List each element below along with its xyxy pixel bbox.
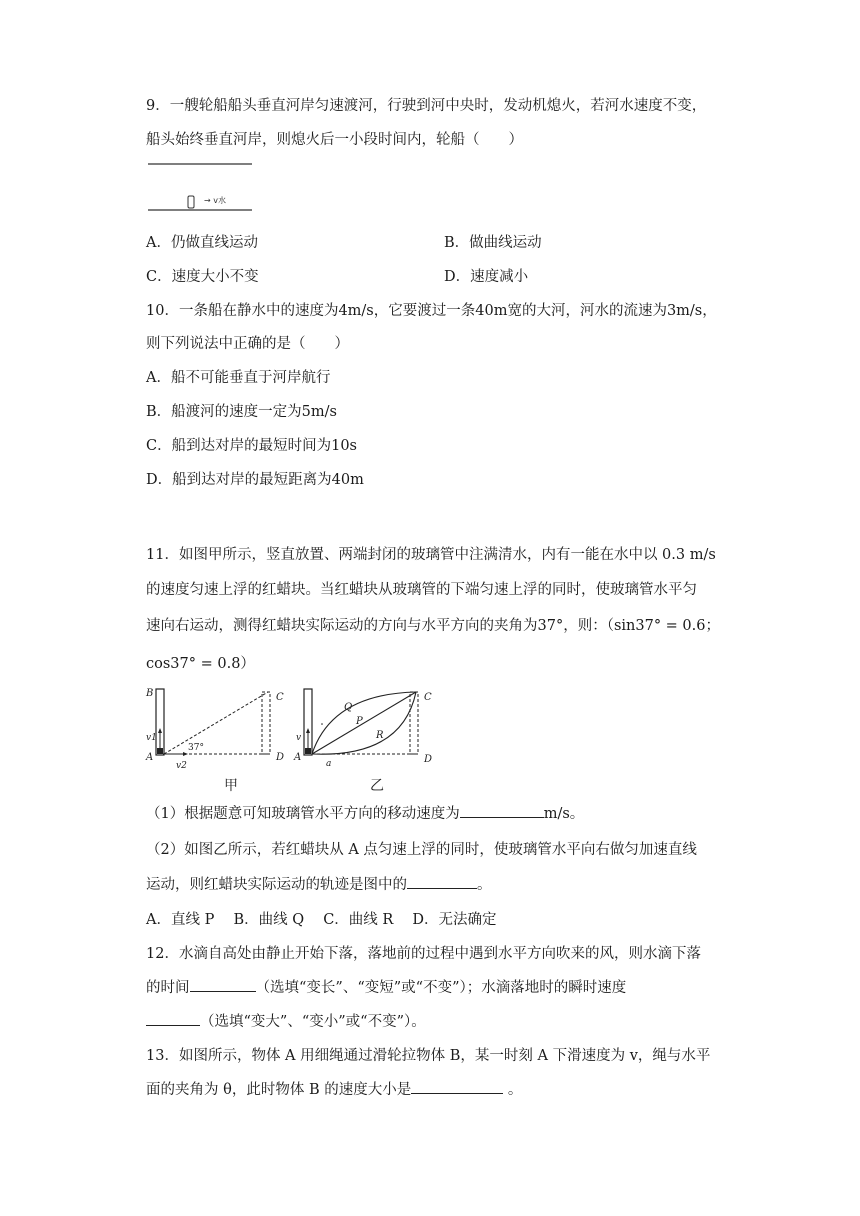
q9-river-figure [140, 160, 270, 216]
q10-option-c: C．船到达对岸的最短时间为10s [146, 438, 357, 454]
fig-yi-label-a-lower: a [326, 759, 332, 769]
fig-yi-label-q: Q [344, 702, 353, 713]
q11-sub1 [146, 802, 584, 823]
fig-yi-label-r: R [376, 730, 384, 741]
q11-line1: 11．如图甲所示，竖直放置、两端封闭的玻璃管中注满清水，内有一能在水中以 0.3 m/s [146, 547, 716, 563]
q11-line3: 速向右运动，测得红蜡块实际运动的方向与水平方向的夹角为37°，则：（sin37° = 0.6； [146, 618, 720, 634]
q11-figure-jia [142, 684, 292, 794]
q12-blank-speed[interactable] [146, 1011, 200, 1026]
q11-sub2-blank[interactable] [407, 874, 477, 889]
q11-sub2-line2: 运动，则红蜡块实际运动的轨迹是图中的 。 [146, 873, 492, 894]
fig-yi-label-v: v [296, 733, 302, 743]
q11-options: A．直线 P B．曲线 Q C．曲线 R D．无法确定 [146, 912, 497, 928]
q9-option-d: D．速度减小 [444, 269, 529, 285]
fig-jia-label-a: A [146, 752, 154, 763]
q12-blank-time[interactable] [190, 977, 256, 992]
fig-jia-angle: 37° [188, 743, 204, 753]
q11-sub2-text: 运动，则红蜡块实际运动的轨迹是图中的 [146, 877, 407, 893]
wax-block [157, 748, 163, 754]
q10-option-d: D．船到达对岸的最短距离为40m [146, 472, 364, 488]
q9-line1: 9．一艘轮船船头垂直河岸匀速渡河，行驶到河中央时，发动机熄火，若河水速度不变， [146, 98, 707, 114]
fig-yi-label-c: C [424, 692, 432, 703]
q10-option-b: B．船渡河的速度一定为5m/s [146, 404, 337, 420]
q11-sub1-blank[interactable] [460, 803, 544, 818]
wax-block [305, 748, 311, 754]
q9-option-c: C．速度大小不变 [146, 269, 259, 285]
fig-jia-label-v2: v2 [176, 761, 187, 771]
fig-yi-label-p: P [356, 716, 363, 727]
q11-sub1-text: （1）根据题意可知玻璃管水平方向的移动速度为 [146, 806, 460, 822]
q10-line1: 10．一条船在静水中的速度为4m/s，它要渡过一条40m宽的大河，河水的流速为3m/s， [146, 303, 717, 319]
q11-line2: 的速度匀速上浮的红蜡块。当红蜡块从玻璃管的下端匀速上浮的同时，使玻璃管水平匀 [146, 582, 697, 598]
fig-jia-label-b: B [146, 688, 154, 699]
q9-option-b: B．做曲线运动 [444, 235, 542, 251]
q11-line4: cos37° = 0.8） [146, 656, 255, 672]
q12-line3: （选填“变大”、“变小”或“不变”）。 [146, 1010, 426, 1031]
fig-yi-label-d: D [424, 754, 433, 765]
q12-line2: 的时间 （选填“变长”、“变短”或“不变”）；水滴落地时的瞬时速度 [146, 976, 626, 997]
q11-figure-yi [292, 684, 442, 794]
fig-yi-label-a: A [294, 752, 302, 763]
fig-jia-label-c: C [276, 692, 284, 703]
fig-jia-label-d: D [276, 752, 285, 763]
q13-line2: 面的夹角为 θ，此时物体 B 的速度大小是 。 [146, 1078, 522, 1099]
fig-jia-caption: 甲 [224, 778, 238, 794]
q10-option-a: A．船不可能垂直于河岸航行 [146, 370, 331, 386]
fig-jia-label-v1: v1 [146, 733, 157, 743]
q9-option-a: A．仍做直线运动 [146, 235, 258, 251]
fig-yi-caption: 乙 [370, 778, 384, 794]
q10-line2: 则下列说法中正确的是（ ） [146, 336, 349, 352]
q11-sub1-unit: m/s。 [543, 806, 585, 822]
boat-icon [188, 196, 194, 208]
q13-blank[interactable] [411, 1079, 503, 1094]
q12-line1: 12．水滴自高处由静止开始下落，落地前的过程中遇到水平方向吹来的风，则水滴下落 [146, 946, 701, 962]
q11-sub2-line1: （2）如图乙所示，若红蜡块从 A 点匀速上浮的同时，使玻璃管水平向右做匀加速直线 [146, 842, 697, 858]
river-velocity-label: → v水 [204, 196, 226, 205]
fig-jia-diagonal [164, 692, 268, 754]
q9-line2: 船头始终垂直河岸，则熄火后一小段时间内，轮船（ ） [146, 132, 523, 148]
q13-line1: 13．如图所示，物体 A 用细绳通过滑轮拉物体 B，某一时刻 A 下滑速度为 v，绳与水平 [146, 1048, 711, 1064]
